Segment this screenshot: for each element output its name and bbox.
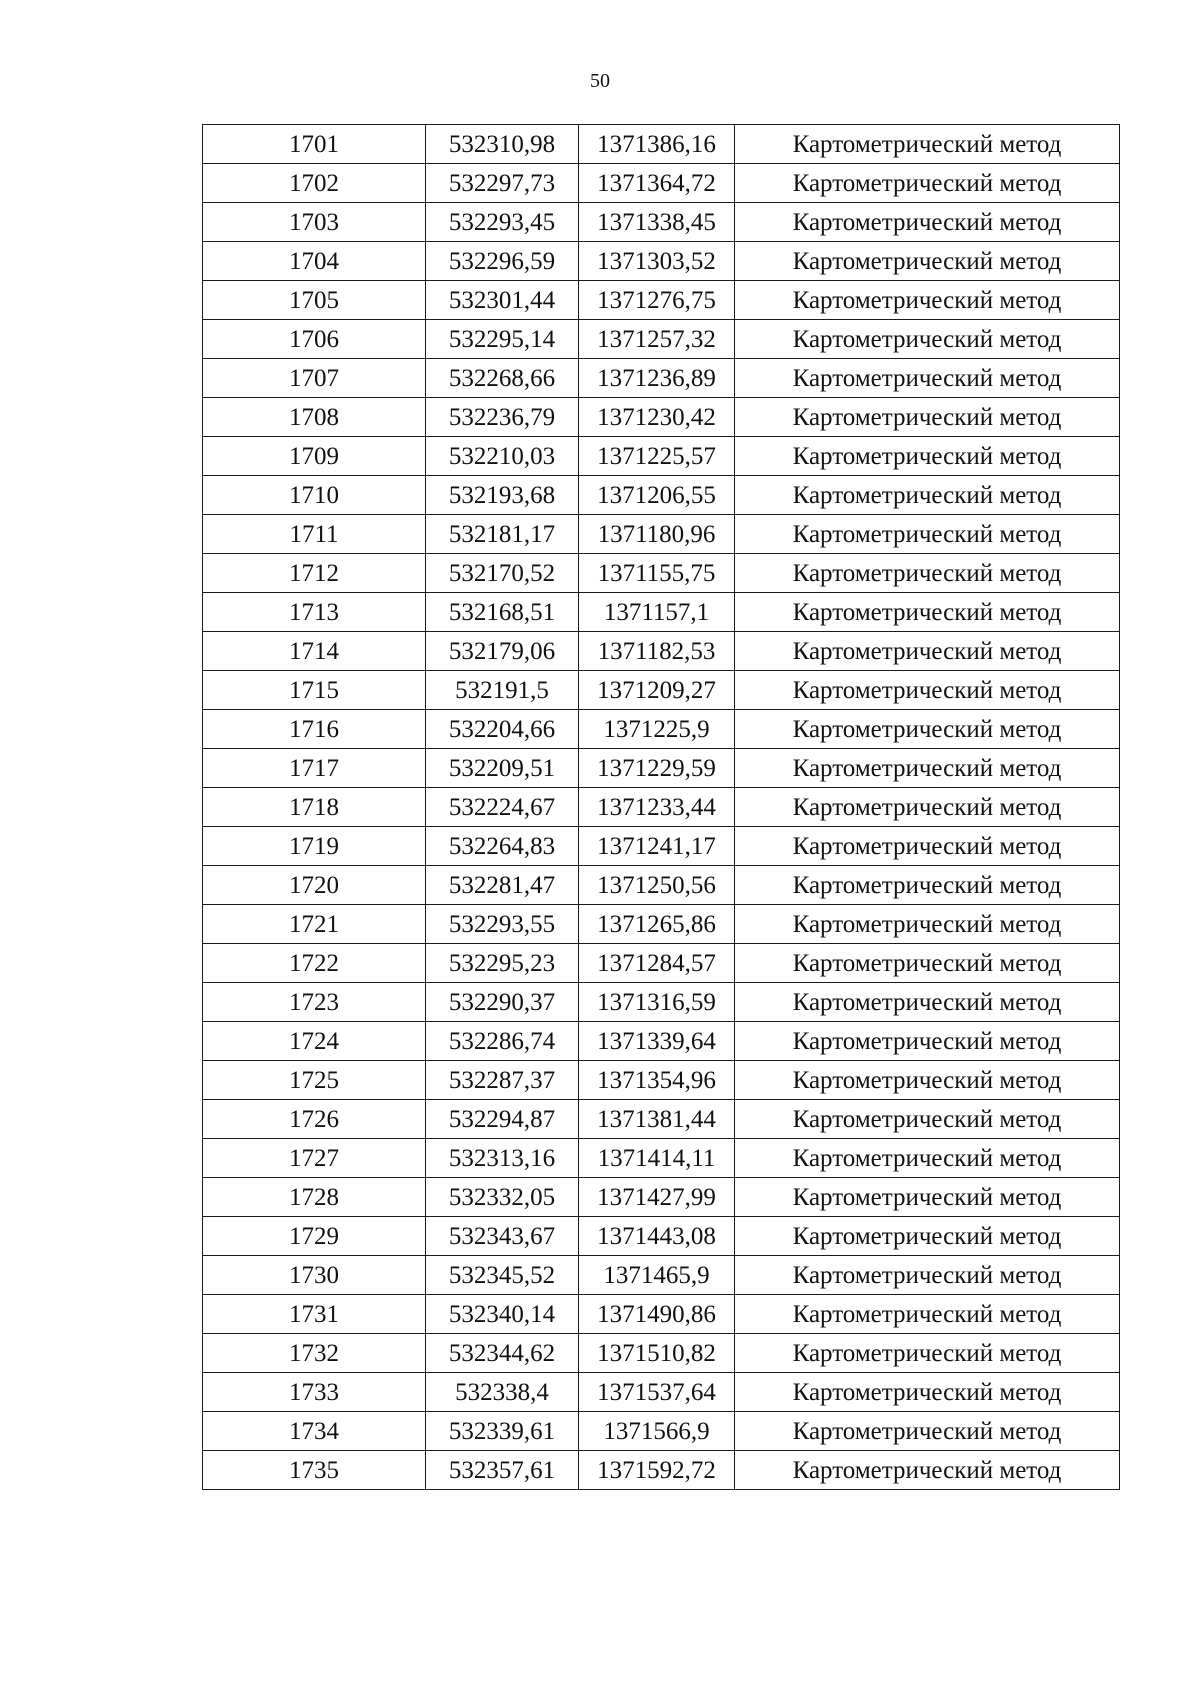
- method-cell: Картометрический метод: [735, 1373, 1120, 1412]
- table-row: [203, 359, 1120, 398]
- y-coordinate-cell: 1371354,96: [579, 1061, 735, 1100]
- y-coordinate-cell: 1371338,45: [579, 203, 735, 242]
- table-row: [203, 827, 1120, 866]
- method-cell: Картометрический метод: [735, 1334, 1120, 1373]
- method-cell: Картометрический метод: [735, 710, 1120, 749]
- x-coordinate-cell: 532301,44: [426, 281, 579, 320]
- point-number-cell: 1721: [203, 905, 426, 944]
- point-number-cell: 1733: [203, 1373, 426, 1412]
- method-cell: Картометрический метод: [735, 515, 1120, 554]
- point-number-cell: 1711: [203, 515, 426, 554]
- point-number-cell: 1734: [203, 1412, 426, 1451]
- y-coordinate-cell: 1371241,17: [579, 827, 735, 866]
- method-cell: Картометрический метод: [735, 125, 1120, 164]
- x-coordinate-cell: 532357,61: [426, 1451, 579, 1490]
- method-cell: Картометрический метод: [735, 1451, 1120, 1490]
- method-cell: Картометрический метод: [735, 827, 1120, 866]
- x-coordinate-cell: 532281,47: [426, 866, 579, 905]
- y-coordinate-cell: 1371316,59: [579, 983, 735, 1022]
- x-coordinate-cell: 532170,52: [426, 554, 579, 593]
- x-coordinate-cell: 532290,37: [426, 983, 579, 1022]
- point-number-cell: 1704: [203, 242, 426, 281]
- x-coordinate-cell: 532264,83: [426, 827, 579, 866]
- method-cell: Картометрический метод: [735, 359, 1120, 398]
- x-coordinate-cell: 532168,51: [426, 593, 579, 632]
- table-row: [203, 554, 1120, 593]
- y-coordinate-cell: 1371206,55: [579, 476, 735, 515]
- point-number-cell: 1725: [203, 1061, 426, 1100]
- table-row: [203, 1178, 1120, 1217]
- table-row: [203, 437, 1120, 476]
- method-cell: Картометрический метод: [735, 242, 1120, 281]
- y-coordinate-cell: 1371155,75: [579, 554, 735, 593]
- x-coordinate-cell: 532345,52: [426, 1256, 579, 1295]
- y-coordinate-cell: 1371265,86: [579, 905, 735, 944]
- point-number-cell: 1727: [203, 1139, 426, 1178]
- y-coordinate-cell: 1371284,57: [579, 944, 735, 983]
- table-row: [203, 944, 1120, 983]
- table-row: [203, 593, 1120, 632]
- method-cell: Картометрический метод: [735, 398, 1120, 437]
- point-number-cell: 1715: [203, 671, 426, 710]
- y-coordinate-cell: 1371427,99: [579, 1178, 735, 1217]
- point-number-cell: 1720: [203, 866, 426, 905]
- x-coordinate-cell: 532193,68: [426, 476, 579, 515]
- point-number-cell: 1707: [203, 359, 426, 398]
- point-number-cell: 1735: [203, 1451, 426, 1490]
- x-coordinate-cell: 532339,61: [426, 1412, 579, 1451]
- point-number-cell: 1714: [203, 632, 426, 671]
- y-coordinate-cell: 1371465,9: [579, 1256, 735, 1295]
- table-row: [203, 164, 1120, 203]
- point-number-cell: 1719: [203, 827, 426, 866]
- point-number-cell: 1717: [203, 749, 426, 788]
- table-row: [203, 1412, 1120, 1451]
- y-coordinate-cell: 1371364,72: [579, 164, 735, 203]
- x-coordinate-cell: 532340,14: [426, 1295, 579, 1334]
- table-row: [203, 671, 1120, 710]
- point-number-cell: 1732: [203, 1334, 426, 1373]
- x-coordinate-cell: 532295,23: [426, 944, 579, 983]
- table-row: [203, 125, 1120, 164]
- x-coordinate-cell: 532209,51: [426, 749, 579, 788]
- method-cell: Картометрический метод: [735, 905, 1120, 944]
- y-coordinate-cell: 1371257,32: [579, 320, 735, 359]
- table-row: [203, 1061, 1120, 1100]
- point-number-cell: 1710: [203, 476, 426, 515]
- table-row: [203, 398, 1120, 437]
- table-row: [203, 203, 1120, 242]
- table-row: [203, 1451, 1120, 1490]
- table-row: [203, 242, 1120, 281]
- table-row: [203, 632, 1120, 671]
- x-coordinate-cell: 532191,5: [426, 671, 579, 710]
- table-row: [203, 1100, 1120, 1139]
- table-row: [203, 1295, 1120, 1334]
- table-row: [203, 788, 1120, 827]
- table-row: [203, 1334, 1120, 1373]
- y-coordinate-cell: 1371180,96: [579, 515, 735, 554]
- point-number-cell: 1703: [203, 203, 426, 242]
- y-coordinate-cell: 1371182,53: [579, 632, 735, 671]
- point-number-cell: 1718: [203, 788, 426, 827]
- method-cell: Картометрический метод: [735, 476, 1120, 515]
- y-coordinate-cell: 1371566,9: [579, 1412, 735, 1451]
- point-number-cell: 1708: [203, 398, 426, 437]
- x-coordinate-cell: 532179,06: [426, 632, 579, 671]
- method-cell: Картометрический метод: [735, 944, 1120, 983]
- method-cell: Картометрический метод: [735, 320, 1120, 359]
- x-coordinate-cell: 532313,16: [426, 1139, 579, 1178]
- table-row: [203, 515, 1120, 554]
- table-row: [203, 281, 1120, 320]
- method-cell: Картометрический метод: [735, 281, 1120, 320]
- table-row: [203, 983, 1120, 1022]
- method-cell: Картометрический метод: [735, 1256, 1120, 1295]
- y-coordinate-cell: 1371225,9: [579, 710, 735, 749]
- y-coordinate-cell: 1371592,72: [579, 1451, 735, 1490]
- method-cell: Картометрический метод: [735, 1139, 1120, 1178]
- x-coordinate-cell: 532296,59: [426, 242, 579, 281]
- y-coordinate-cell: 1371225,57: [579, 437, 735, 476]
- y-coordinate-cell: 1371339,64: [579, 1022, 735, 1061]
- point-number-cell: 1729: [203, 1217, 426, 1256]
- y-coordinate-cell: 1371236,89: [579, 359, 735, 398]
- table-row: [203, 866, 1120, 905]
- method-cell: Картометрический метод: [735, 1217, 1120, 1256]
- point-number-cell: 1731: [203, 1295, 426, 1334]
- table-row: [203, 476, 1120, 515]
- table-row: [203, 1217, 1120, 1256]
- method-cell: Картометрический метод: [735, 203, 1120, 242]
- x-coordinate-cell: 532294,87: [426, 1100, 579, 1139]
- point-number-cell: 1712: [203, 554, 426, 593]
- y-coordinate-cell: 1371303,52: [579, 242, 735, 281]
- y-coordinate-cell: 1371250,56: [579, 866, 735, 905]
- point-number-cell: 1723: [203, 983, 426, 1022]
- y-coordinate-cell: 1371490,86: [579, 1295, 735, 1334]
- method-cell: Картометрический метод: [735, 671, 1120, 710]
- y-coordinate-cell: 1371381,44: [579, 1100, 735, 1139]
- x-coordinate-cell: 532295,14: [426, 320, 579, 359]
- point-number-cell: 1716: [203, 710, 426, 749]
- table-row: [203, 710, 1120, 749]
- page-number: 50: [590, 70, 610, 92]
- x-coordinate-cell: 532287,37: [426, 1061, 579, 1100]
- y-coordinate-cell: 1371537,64: [579, 1373, 735, 1412]
- point-number-cell: 1705: [203, 281, 426, 320]
- table-row: [203, 1139, 1120, 1178]
- x-coordinate-cell: 532204,66: [426, 710, 579, 749]
- method-cell: Картометрический метод: [735, 749, 1120, 788]
- x-coordinate-cell: 532344,62: [426, 1334, 579, 1373]
- point-number-cell: 1702: [203, 164, 426, 203]
- method-cell: Картометрический метод: [735, 866, 1120, 905]
- method-cell: Картометрический метод: [735, 1061, 1120, 1100]
- y-coordinate-cell: 1371276,75: [579, 281, 735, 320]
- method-cell: Картометрический метод: [735, 1295, 1120, 1334]
- y-coordinate-cell: 1371157,1: [579, 593, 735, 632]
- table-row: [203, 1256, 1120, 1295]
- x-coordinate-cell: 532181,17: [426, 515, 579, 554]
- point-number-cell: 1706: [203, 320, 426, 359]
- table-row: [203, 320, 1120, 359]
- y-coordinate-cell: 1371230,42: [579, 398, 735, 437]
- method-cell: Картометрический метод: [735, 1178, 1120, 1217]
- x-coordinate-cell: 532332,05: [426, 1178, 579, 1217]
- x-coordinate-cell: 532310,98: [426, 125, 579, 164]
- method-cell: Картометрический метод: [735, 554, 1120, 593]
- method-cell: Картометрический метод: [735, 1412, 1120, 1451]
- table-row: [203, 1022, 1120, 1061]
- x-coordinate-cell: 532293,55: [426, 905, 579, 944]
- coordinates-table-body: [203, 125, 1120, 1490]
- y-coordinate-cell: 1371233,44: [579, 788, 735, 827]
- x-coordinate-cell: 532343,67: [426, 1217, 579, 1256]
- table-row: [203, 905, 1120, 944]
- y-coordinate-cell: 1371386,16: [579, 125, 735, 164]
- method-cell: Картометрический метод: [735, 983, 1120, 1022]
- point-number-cell: 1724: [203, 1022, 426, 1061]
- point-number-cell: 1709: [203, 437, 426, 476]
- x-coordinate-cell: 532210,03: [426, 437, 579, 476]
- point-number-cell: 1722: [203, 944, 426, 983]
- x-coordinate-cell: 532338,4: [426, 1373, 579, 1412]
- x-coordinate-cell: 532224,67: [426, 788, 579, 827]
- method-cell: Картометрический метод: [735, 632, 1120, 671]
- table-row: [203, 1373, 1120, 1412]
- point-number-cell: 1701: [203, 125, 426, 164]
- y-coordinate-cell: 1371443,08: [579, 1217, 735, 1256]
- y-coordinate-cell: 1371510,82: [579, 1334, 735, 1373]
- method-cell: Картометрический метод: [735, 437, 1120, 476]
- x-coordinate-cell: 532297,73: [426, 164, 579, 203]
- point-number-cell: 1728: [203, 1178, 426, 1217]
- method-cell: Картометрический метод: [735, 593, 1120, 632]
- y-coordinate-cell: 1371414,11: [579, 1139, 735, 1178]
- x-coordinate-cell: 532293,45: [426, 203, 579, 242]
- y-coordinate-cell: 1371229,59: [579, 749, 735, 788]
- point-number-cell: 1713: [203, 593, 426, 632]
- method-cell: Картометрический метод: [735, 1100, 1120, 1139]
- method-cell: Картометрический метод: [735, 788, 1120, 827]
- x-coordinate-cell: 532236,79: [426, 398, 579, 437]
- point-number-cell: 1726: [203, 1100, 426, 1139]
- x-coordinate-cell: 532286,74: [426, 1022, 579, 1061]
- point-number-cell: 1730: [203, 1256, 426, 1295]
- method-cell: Картометрический метод: [735, 1022, 1120, 1061]
- coordinates-table: [202, 124, 1120, 1490]
- x-coordinate-cell: 532268,66: [426, 359, 579, 398]
- table-row: [203, 749, 1120, 788]
- method-cell: Картометрический метод: [735, 164, 1120, 203]
- y-coordinate-cell: 1371209,27: [579, 671, 735, 710]
